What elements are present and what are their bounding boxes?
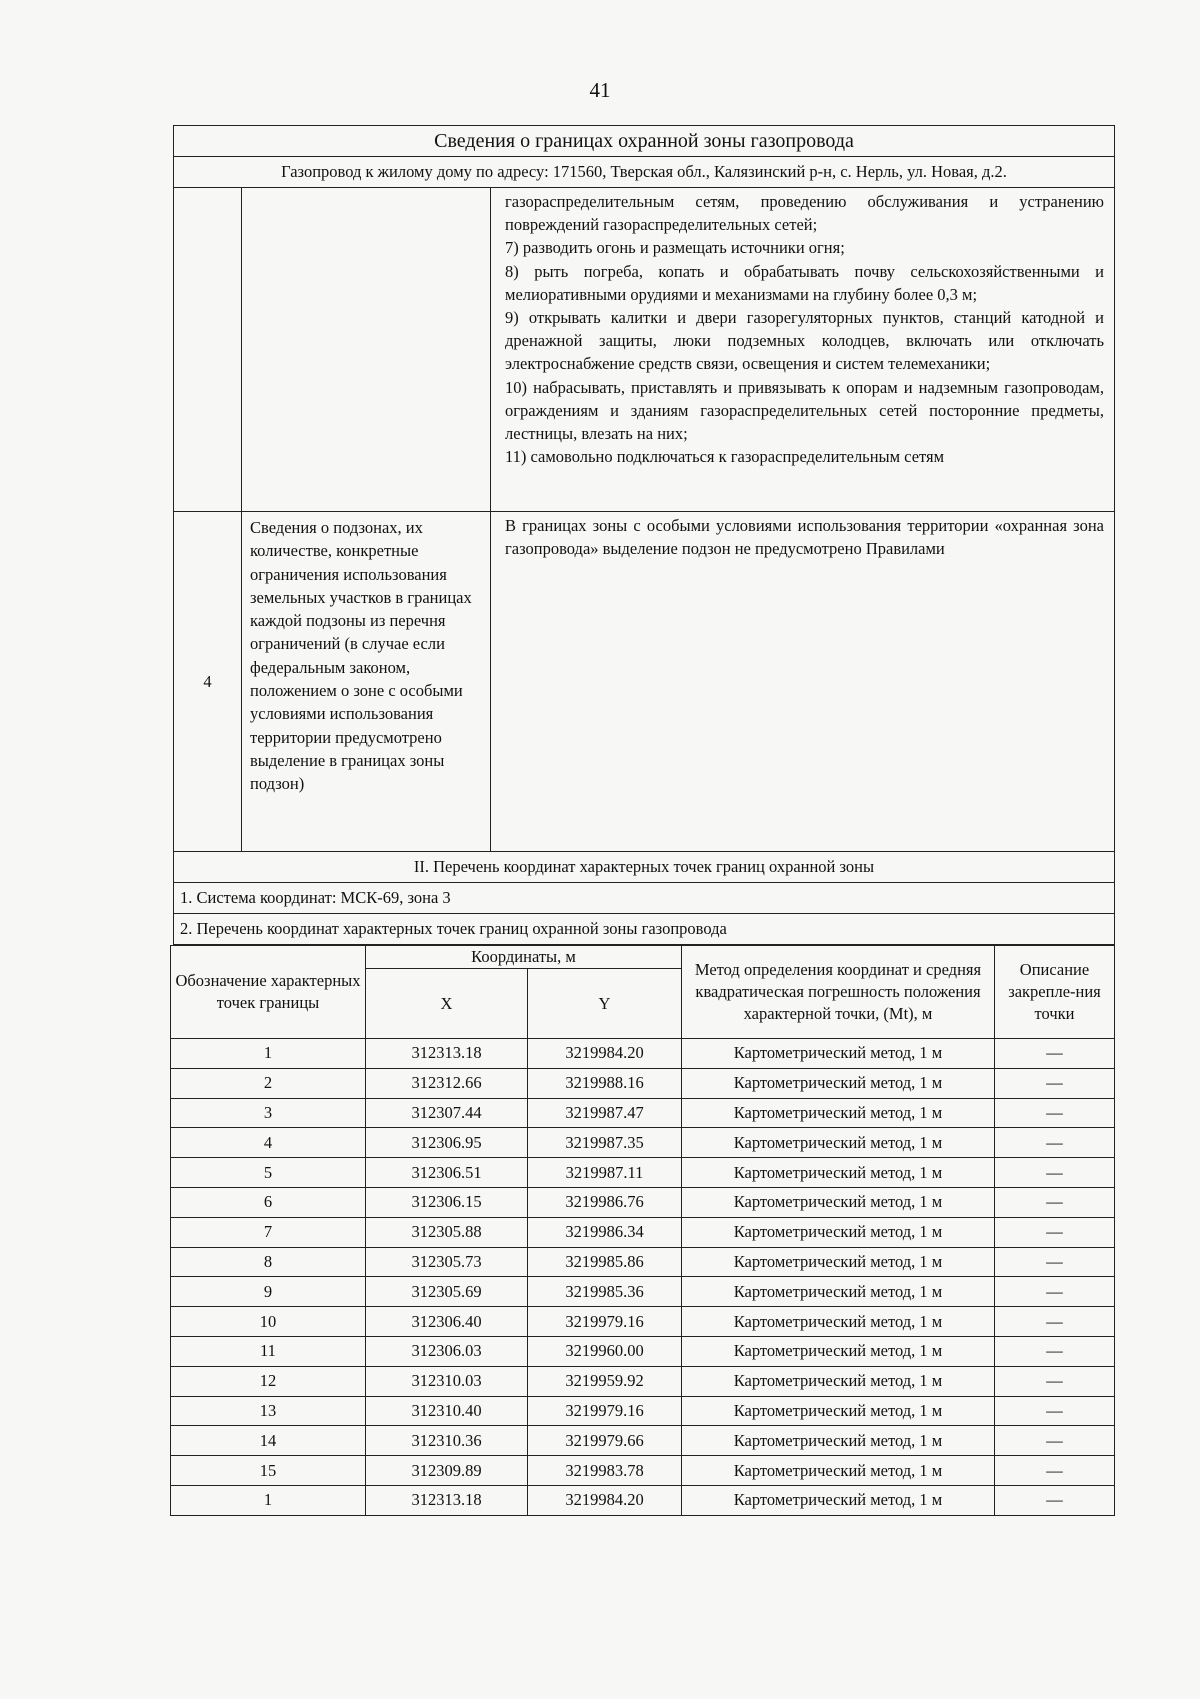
coord-list-title: 2. Перечень координат характерных точек границ охранной зоны газопровода <box>174 914 1115 945</box>
cell-fix: — <box>995 1396 1115 1426</box>
cell-y: 3219983.78 <box>528 1456 682 1486</box>
cell-x: 312312.66 <box>366 1068 528 1098</box>
cell-x: 312313.18 <box>366 1485 528 1515</box>
cell-fix: — <box>995 1187 1115 1217</box>
restriction-line: 11) самовольно подключаться к газораспределительным сетям <box>505 447 945 467</box>
cell-fix: — <box>995 1456 1115 1486</box>
cell-x: 312313.18 <box>366 1039 528 1069</box>
cell-y: 3219985.86 <box>528 1247 682 1277</box>
cell-fix: — <box>995 1158 1115 1188</box>
table-title: Сведения о границах охранной зоны газопровода <box>174 126 1115 157</box>
table-row <box>171 1247 1115 1277</box>
cell-y: 3219959.92 <box>528 1366 682 1396</box>
cell-x: 312306.15 <box>366 1187 528 1217</box>
cell-point: 8 <box>171 1247 366 1277</box>
cell-point: 9 <box>171 1277 366 1307</box>
cell-point: 15 <box>171 1456 366 1486</box>
cell-y: 3219987.11 <box>528 1158 682 1188</box>
cell-x: 312310.36 <box>366 1426 528 1456</box>
cell-method: Картометрический метод, 1 м <box>682 1456 995 1486</box>
cell-method: Картометрический метод, 1 м <box>682 1039 995 1069</box>
table-row <box>171 1456 1115 1486</box>
table-row <box>171 1158 1115 1188</box>
cell-x: 312306.51 <box>366 1158 528 1188</box>
cell-y: 3219979.16 <box>528 1396 682 1426</box>
table-row <box>171 1039 1115 1069</box>
cell-y: 3219987.35 <box>528 1128 682 1158</box>
table-row <box>171 1366 1115 1396</box>
header-y: Y <box>528 969 682 1039</box>
cell-point: 6 <box>171 1187 366 1217</box>
header-x: X <box>366 969 528 1039</box>
cell-x: 312307.44 <box>366 1098 528 1128</box>
cell-method: Картометрический метод, 1 м <box>682 1247 995 1277</box>
table-row <box>171 1307 1115 1337</box>
cell-method: Картометрический метод, 1 м <box>682 1307 995 1337</box>
cell-point: 2 <box>171 1068 366 1098</box>
cell-x: 312309.89 <box>366 1456 528 1486</box>
coord-system: 1. Система координат: МСК-69, зона 3 <box>174 883 1115 914</box>
section-title: II. Перечень координат характерных точек границ охранной зоны <box>174 852 1115 883</box>
cell-fix: — <box>995 1068 1115 1098</box>
cell-fix: — <box>995 1098 1115 1128</box>
cell-method: Картометрический метод, 1 м <box>682 1068 995 1098</box>
cell-method: Картометрический метод, 1 м <box>682 1158 995 1188</box>
cell-y: 3219985.36 <box>528 1277 682 1307</box>
cell-method: Картометрический метод, 1 м <box>682 1187 995 1217</box>
cell-fix: — <box>995 1128 1115 1158</box>
cell-point: 13 <box>171 1396 366 1426</box>
cell-point: 14 <box>171 1426 366 1456</box>
cell-method: Картометрический метод, 1 м <box>682 1485 995 1515</box>
header-method: Метод определения координат и средняя квадратическая погрешность положения характерной точки, (Mt), м <box>682 946 995 1039</box>
table-row <box>171 1068 1115 1098</box>
boundary-info-table <box>173 125 1115 945</box>
cell-point: 5 <box>171 1158 366 1188</box>
cell-method: Картометрический метод, 1 м <box>682 1426 995 1456</box>
table-row <box>171 1485 1115 1515</box>
coordinates-table <box>170 945 1115 1516</box>
cell-point: 7 <box>171 1217 366 1247</box>
cell-y: 3219986.34 <box>528 1217 682 1247</box>
table-row <box>171 1336 1115 1366</box>
cell-y: 3219979.66 <box>528 1426 682 1456</box>
cell-x: 312305.88 <box>366 1217 528 1247</box>
coordinates-rows <box>171 1039 1115 1516</box>
cell-fix: — <box>995 1039 1115 1069</box>
cell-point: 12 <box>171 1366 366 1396</box>
cell-fix: — <box>995 1336 1115 1366</box>
cell-fix: — <box>995 1307 1115 1337</box>
cell-y: 3219979.16 <box>528 1307 682 1337</box>
table-row <box>171 1396 1115 1426</box>
cell-point: 4 <box>171 1128 366 1158</box>
cell-y: 3219987.47 <box>528 1098 682 1128</box>
cell-y: 3219960.00 <box>528 1336 682 1366</box>
row-name: Сведения о подзонах, их количестве, конкретные ограничения использования земельных участков в границах каждой подзоны из перечня ограничений (в случае если федеральным законом, положением о зоне с особыми условиями использования территории предусмотрено выделение в границах зоны подзон) <box>242 512 491 852</box>
table-row <box>171 1426 1115 1456</box>
restriction-line: 9) открывать калитки и двери газорегуляторных пунктов, станций катодной и дренажной защиты, люки подземных колодцев, включать или отключать электроснабжение средств связи, освещения и систем телемеханики; <box>505 308 1105 374</box>
cell-y: 3219988.16 <box>528 1068 682 1098</box>
table-row <box>171 1217 1115 1247</box>
cell-method: Картометрический метод, 1 м <box>682 1098 995 1128</box>
restrictions-list <box>491 188 1115 512</box>
row-number: 4 <box>174 512 242 852</box>
continued-name-cell <box>242 188 491 512</box>
cell-x: 312305.69 <box>366 1277 528 1307</box>
header-fix: Описание закрепле-ния точки <box>995 946 1115 1039</box>
cell-x: 312306.03 <box>366 1336 528 1366</box>
cell-y: 3219986.76 <box>528 1187 682 1217</box>
row-description: В границах зоны с особыми условиями использования территории «охранная зона газопровода» выделение подзон не предусмотрено Правилами <box>491 512 1115 852</box>
cell-fix: — <box>995 1485 1115 1515</box>
cell-method: Картометрический метод, 1 м <box>682 1128 995 1158</box>
restriction-line: 10) набрасывать, приставлять и привязывать к опорам и надземным газопроводам, ограждениям и зданиям газораспределительных сетей посторонние предметы, лестницы, влезать на них; <box>505 377 1105 444</box>
cell-point: 1 <box>171 1039 366 1069</box>
cell-y: 3219984.20 <box>528 1039 682 1069</box>
cell-x: 312306.40 <box>366 1307 528 1337</box>
cell-fix: — <box>995 1277 1115 1307</box>
cell-method: Картометрический метод, 1 м <box>682 1277 995 1307</box>
cell-point: 10 <box>171 1307 366 1337</box>
table-row <box>171 1128 1115 1158</box>
header-coords: Координаты, м <box>366 946 682 969</box>
cell-x: 312306.95 <box>366 1128 528 1158</box>
cell-fix: — <box>995 1426 1115 1456</box>
table-row <box>171 1098 1115 1128</box>
cell-method: Картометрический метод, 1 м <box>682 1396 995 1426</box>
cell-y: 3219984.20 <box>528 1485 682 1515</box>
cell-fix: — <box>995 1247 1115 1277</box>
cell-fix: — <box>995 1217 1115 1247</box>
restriction-line: газораспределительным сетям, проведению обслуживания и устранению повреждений газораспределительных сетей; <box>505 192 1105 235</box>
page-number: 41 <box>589 78 611 102</box>
cell-point: 1 <box>171 1485 366 1515</box>
cell-x: 312310.40 <box>366 1396 528 1426</box>
header-point: Обозначение характерных точек границы <box>171 946 366 1039</box>
table-row <box>171 1277 1115 1307</box>
cell-fix: — <box>995 1366 1115 1396</box>
cell-x: 312310.03 <box>366 1366 528 1396</box>
address-line: Газопровод к жилому дому по адресу: 171560, Тверская обл., Калязинский р-н, с. Нерль, ул. Новая, д.2. <box>174 157 1115 188</box>
restriction-line: 7) разводить огонь и размещать источники огня; <box>505 238 845 258</box>
table-row <box>171 1187 1115 1217</box>
cell-method: Картометрический метод, 1 м <box>682 1336 995 1366</box>
cell-point: 3 <box>171 1098 366 1128</box>
cell-point: 11 <box>171 1336 366 1366</box>
cell-method: Картометрический метод, 1 м <box>682 1366 995 1396</box>
continued-number-cell <box>174 188 242 512</box>
restriction-line: 8) рыть погреба, копать и обрабатывать почву сельскохозяйственными и мелиоративными орудиями и механизмами на глубину более 0,3 м; <box>505 261 1105 304</box>
cell-x: 312305.73 <box>366 1247 528 1277</box>
cell-method: Картометрический метод, 1 м <box>682 1217 995 1247</box>
